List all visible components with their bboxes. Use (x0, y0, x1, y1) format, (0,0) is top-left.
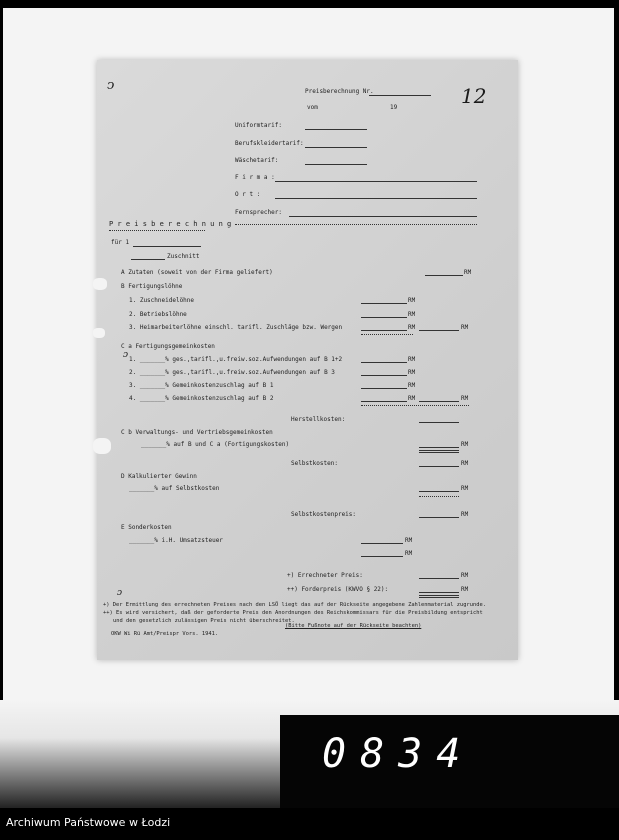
c3-label: 3. _______% Gemeinkostenzuschlag auf B 1 (129, 382, 274, 389)
ort-line (275, 198, 477, 199)
d-separator (419, 496, 459, 497)
errechneter-preis-label: +) Errechneter Preis: (287, 572, 363, 579)
fuer-label: für 1 (111, 239, 130, 246)
a-zutaten: A Zutaten (soweit von der Firma geliefert) (121, 269, 273, 276)
selbstkosten-label: Selbstkosten: (291, 460, 338, 467)
selbstkostenpreis-line (419, 517, 459, 518)
e-second-line (361, 556, 403, 557)
rm-unit: RM (405, 550, 413, 557)
b1-label: 1. Zuschneidelöhne (129, 297, 195, 304)
b-separator (361, 334, 413, 335)
e-label: E Sonderkosten (121, 524, 172, 531)
archive-name: Archiwum Państwowe w Łodzi (6, 816, 171, 829)
herstellkosten-line (419, 422, 459, 423)
berufskleidertarif-line (305, 147, 367, 148)
waeschetarif-line (305, 164, 367, 165)
footnote-2: ++) Es wird versichert, daß der geforderte Preis den Anordnungen des Reichskommissars für die Preisbildung entspricht (103, 610, 483, 616)
rm-unit: RM (461, 572, 469, 579)
rm-unit: RM (461, 511, 469, 518)
zuschnitt-line (131, 259, 165, 260)
corner-mark: ↄ (107, 78, 115, 93)
d-value-line (419, 491, 459, 492)
berufskleidertarif-label: Berufskleidertarif: (235, 140, 304, 147)
c-b-label: C b Verwaltungs- und Vertriebsgemeinkosten (121, 429, 273, 436)
margin-bracket: ɔ (123, 350, 129, 360)
frame-number: 0834 (322, 731, 475, 777)
uniformtarif-label: Uniformtarif: (235, 122, 282, 129)
fernsprecher-label: Fernsprecher: (235, 209, 282, 216)
c3-line (361, 388, 407, 389)
rm-unit: RM (461, 441, 469, 448)
rm-unit: RM (461, 324, 469, 331)
selbstkostenpreis-label: Selbstkostenpreis: (291, 511, 357, 518)
b1-line (361, 303, 407, 304)
footnote-1: +) Der Ermittlung des errechneten Preises nach den LSÖ liegt das auf der Rückseite angegebene Zahlenmaterial zugrunde. (103, 602, 486, 608)
e-line-label: _______% i.H. Umsatzsteuer (129, 537, 223, 544)
year-label: 19 (390, 104, 398, 111)
paper-tear (93, 438, 111, 454)
ort-label: O r t : (235, 191, 261, 198)
margin-mark: ɔ (117, 588, 123, 598)
forderpreis-label: ++) Forderpreis (KWVO § 22): (287, 586, 389, 593)
c1-label: 1. _______% ges.,tarifl.,u.freiw.soz.Aufwendungen auf B 1+2 (129, 356, 343, 363)
forderpreis-line (419, 592, 459, 593)
b-fertigungsloehne: B Fertigungslöhne (121, 283, 183, 290)
firma-line (275, 181, 477, 182)
a-value-line (425, 275, 463, 276)
footnote-3: und den gesetzlich zulässigen Preis nicht überschreitet. (113, 618, 295, 624)
rm-unit: RM (408, 311, 416, 318)
fernsprecher-line (289, 216, 477, 217)
c-a-total-line (419, 401, 459, 402)
selbstkosten-line (419, 466, 459, 467)
form-code: OKW Wi Rü Amt/Preispr Vors. 1941. (111, 631, 219, 637)
rm-unit: RM (461, 586, 469, 593)
errechneter-line (419, 578, 459, 579)
rm-unit: RM (464, 269, 472, 276)
footnote-reference: (Bitte Fußnote auf der Rückseite beachten) (285, 623, 422, 629)
header-separator (235, 224, 477, 225)
c-b-value-line (419, 447, 459, 448)
uniformtarif-line (305, 129, 367, 130)
nr-line (369, 95, 431, 96)
title-underline (109, 230, 205, 231)
zuschnitt-label: Zuschnitt (167, 253, 200, 260)
rm-unit: RM (408, 382, 416, 389)
c-b-double-rule (419, 450, 459, 453)
form-title: P r e i s b e r e c h n u n g (109, 220, 232, 228)
b3-line (361, 330, 407, 331)
preisberechnung-nr-label: Preisberechnung Nr. (305, 88, 374, 95)
c2-line (361, 375, 407, 376)
d-label: D Kalkulierter Gewinn (121, 473, 197, 480)
fuer-line (133, 246, 201, 247)
c-a-label: C a Fertigungsgemeinkosten (121, 343, 215, 350)
paper-tear (93, 278, 107, 290)
c4-label: 4. _______% Gemeinkostenzuschlag auf B 2 (129, 395, 274, 402)
firma-label: F i r m a : (235, 174, 275, 181)
c4-line (361, 401, 407, 402)
handwritten-page-number: 12 (461, 84, 487, 108)
waeschetarif-label: Wäschetarif: (235, 157, 279, 164)
rm-unit: RM (408, 297, 416, 304)
rm-unit: RM (461, 460, 469, 467)
rm-unit: RM (461, 485, 469, 492)
d-line-label: _______% auf Selbstkosten (129, 485, 220, 492)
herstellkosten-label: Herstellkosten: (291, 416, 346, 423)
c2-label: 2. _______% ges.,tarifl.,u.freiw.soz.Aufwendungen auf B 3 (129, 369, 335, 376)
rm-unit: RM (408, 356, 416, 363)
rm-unit: RM (408, 324, 416, 331)
forderpreis-double-rule (419, 595, 459, 598)
b2-label: 2. Betriebslöhne (129, 311, 187, 318)
b3-label: 3. Heimarbeiterlöhne einschl. tarifl. Zuschläge bzw. Wergen (129, 324, 343, 331)
vom-label: vom (307, 104, 318, 111)
c-b-line-label: _______% auf B und C a (Fortigungskosten) (141, 441, 290, 448)
paper-tear (93, 328, 105, 338)
b2-line (361, 317, 407, 318)
price-calculation-form (97, 60, 518, 660)
rm-unit: RM (405, 537, 413, 544)
rm-unit: RM (461, 395, 469, 402)
rm-unit: RM (408, 369, 416, 376)
rm-unit: RM (408, 395, 416, 402)
e-value-line (361, 543, 403, 544)
b-total-line (419, 330, 459, 331)
c-a-separator (361, 405, 469, 406)
c1-line (361, 362, 407, 363)
